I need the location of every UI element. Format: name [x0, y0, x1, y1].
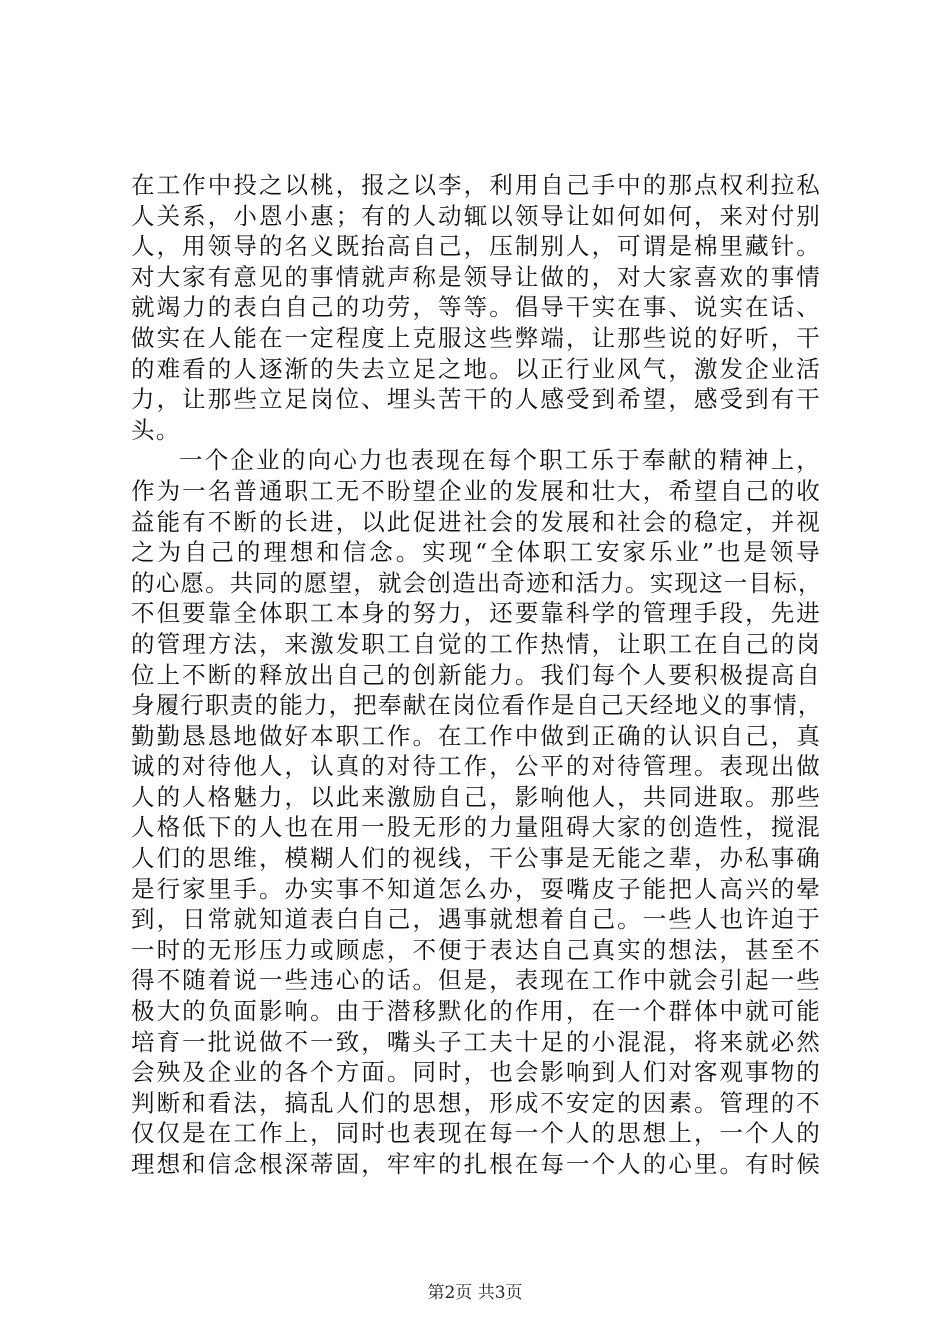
text-line-23: 人们的思维，模糊人们的视线，干公事是无能之辈，办私事确 — [131, 844, 821, 873]
text-line-20: 诚的对待他人，认真的对待工作，公平的对待管理。表现出做 — [131, 752, 821, 781]
text-line-22: 人格低下的人也在用一股无形的力量阻碍大家的创造性，搅混 — [131, 813, 821, 842]
text-line-28: 极大的负面影响。由于潜移默化的作用，在一个群体中就可能 — [131, 997, 821, 1026]
text-line-2: 人关系，小恩小惠；有的人动辄以领导让如何如何，来对付别 — [131, 201, 821, 230]
text-line-7: 的难看的人逐渐的失去立足之地。以正行业风气，激发企业活 — [131, 354, 821, 383]
text-line-16: 的管理方法，来激发职工自觉的工作热情，让职工在自己的岗 — [131, 629, 821, 658]
text-line-18: 身履行职责的能力，把奉献在岗位看作是自己天经地义的事情， — [131, 691, 823, 720]
text-line-11: 作为一名普通职工无不盼望企业的发展和壮大，希望自己的收 — [131, 476, 821, 505]
page-number-footer: 第2页 共3页 — [427, 1283, 523, 1303]
text-line-17: 位上不断的释放出自己的创新能力。我们每个人要积极提高自 — [131, 660, 821, 689]
text-line-27: 得不随着说一些违心的话。但是，表现在工作中就会引起一些 — [131, 966, 821, 995]
text-line-29: 培育一批说做不一致，嘴头子工夫十足的小混混，将来就必然 — [131, 1027, 821, 1056]
text-line-1: 在工作中投之以桃，报之以李，利用自己手中的那点权利拉私 — [131, 171, 821, 199]
text-line-21: 人的人格魅力，以此来激励自己，影响他人，共同进取。那些 — [131, 782, 821, 811]
text-line-33: 理想和信念根深蒂固，牢牢的扎根在每一个人的心里。有时候 — [131, 1150, 821, 1178]
text-line-9: 头。 — [131, 415, 181, 444]
text-line-3: 人，用领导的名义既抬高自己，压制别人，可谓是棉里藏针。 — [131, 232, 821, 261]
text-line-14: 的心愿。共同的愿望，就会创造出奇迹和活力。实现这一目标， — [131, 568, 823, 597]
text-line-30: 会殃及企业的各个方面。同时，也会影响到人们对客观事物的 — [131, 1058, 821, 1087]
text-line-19: 勤勤恳恳地做好本职工作。在工作中做到正确的认识自己，真 — [131, 721, 821, 750]
text-line-6: 做实在人能在一定程度上克服这些弊端，让那些说的好听，干 — [131, 323, 821, 352]
text-line-32: 仅仅是在工作上，同时也表现在每一个人的思想上，一个人的 — [131, 1119, 821, 1148]
text-line-5: 就竭力的表白自己的功劳，等等。倡导干实在事、说实在话、 — [131, 293, 821, 322]
text-line-8: 力，让那些立足岗位、埋头苦干的人感受到希望，感受到有干 — [131, 385, 821, 414]
text-line-26: 一时的无形压力或顾虑，不便于表达自己真实的想法，甚至不 — [131, 935, 821, 964]
text-line-13: 之为自己的理想和信念。实现“全体职工安家乐业”也是领导 — [131, 538, 821, 567]
text-line-25: 到，日常就知道表白自己，遇事就想着自己。一些人也许迫于 — [131, 905, 821, 934]
text-line-31: 判断和看法，搞乱人们的思想，形成不安定的因素。管理的不 — [131, 1088, 821, 1117]
text-line-12: 益能有不断的长进，以此促进社会的发展和社会的稳定，并视 — [131, 507, 821, 536]
body-text — [131, 170, 821, 1180]
text-line-24: 是行家里手。办实事不知道怎么办，耍嘴皮子能把人高兴的晕 — [131, 874, 821, 903]
text-line-10: 一个企业的向心力也表现在每个职工乐于奉献的精神上， — [179, 446, 821, 475]
text-line-4: 对大家有意见的事情就声称是领导让做的，对大家喜欢的事情 — [131, 262, 821, 291]
text-line-15: 不但要靠全体职工本身的努力，还要靠科学的管理手段，先进 — [131, 599, 821, 628]
